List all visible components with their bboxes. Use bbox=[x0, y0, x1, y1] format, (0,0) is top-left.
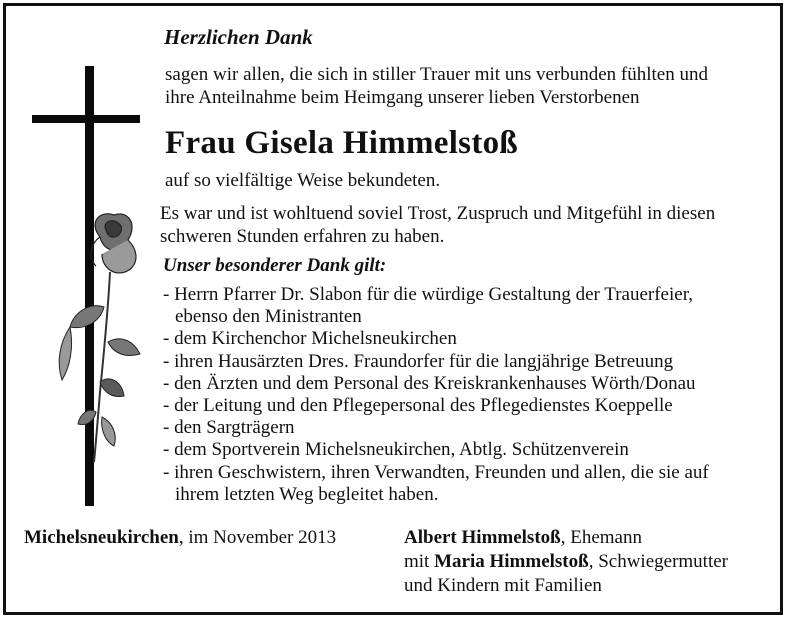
intro-line-2: ihre Anteilnahme beim Heimgang unserer lieben Verstorbenen bbox=[165, 87, 640, 108]
signer-1 bbox=[404, 527, 642, 549]
list-item: - der Leitung und den Pflegepersonal des Pflegedienstes Koeppelle bbox=[163, 395, 673, 417]
list-item: - ihren Hausärzten Dres. Fraundorfer für die langjährige Betreuung bbox=[163, 350, 674, 372]
comfort-line-2: schweren Stunden erfahren zu haben. bbox=[160, 226, 445, 247]
place: Michelsneukirchen bbox=[24, 527, 179, 548]
list-item: - den Sargträgern bbox=[163, 417, 295, 439]
signer-2-role: , Schwiegermutter bbox=[588, 551, 728, 572]
signer-1-role: , Ehemann bbox=[560, 527, 642, 548]
cross-with-rose-icon bbox=[30, 62, 170, 512]
signer-1-name: Albert Himmelstoß bbox=[404, 527, 561, 548]
place-date bbox=[24, 527, 336, 549]
heading: Herzlichen Dank bbox=[164, 25, 313, 49]
signer-2-name: Maria Himmelstoß bbox=[434, 551, 589, 572]
list-item: ihrem letzten Weg begleitet haben. bbox=[175, 483, 439, 505]
list-item: ebenso den Ministranten bbox=[175, 306, 362, 328]
signer-3: und Kindern mit Familien bbox=[404, 575, 602, 596]
list-item: - Herrn Pfarrer Dr. Slabon für die würdige Gestaltung der Trauerfeier, bbox=[163, 284, 694, 305]
list-item: - ihren Geschwistern, ihren Verwandten, Freunden und allen, die sie auf bbox=[163, 461, 709, 483]
after-name-text: auf so vielfältige Weise bekundeten. bbox=[165, 170, 441, 191]
deceased-name: Frau Gisela Himmelstoß bbox=[165, 125, 519, 161]
thanks-heading: Unser besonderer Dank gilt: bbox=[163, 255, 387, 276]
signer-2-prefix: mit bbox=[404, 551, 435, 572]
list-item: - dem Sportverein Michelsneukirchen, Abtlg. Schützenverein bbox=[163, 439, 629, 461]
comfort-line-1: Es war und ist wohltuend soviel Trost, Zuspruch und Mitgefühl in diesen bbox=[160, 203, 716, 224]
thanks-list bbox=[163, 284, 709, 506]
date: , im November 2013 bbox=[178, 527, 337, 548]
signer-2 bbox=[404, 551, 728, 573]
list-item: - dem Kirchenchor Michelsneukirchen bbox=[163, 328, 457, 350]
intro-line-1: sagen wir allen, die sich in stiller Trauer mit uns verbunden fühlten und bbox=[165, 64, 708, 85]
list-item: - den Ärzten und dem Personal des Kreiskrankenhauses Wörth/Donau bbox=[163, 372, 696, 394]
